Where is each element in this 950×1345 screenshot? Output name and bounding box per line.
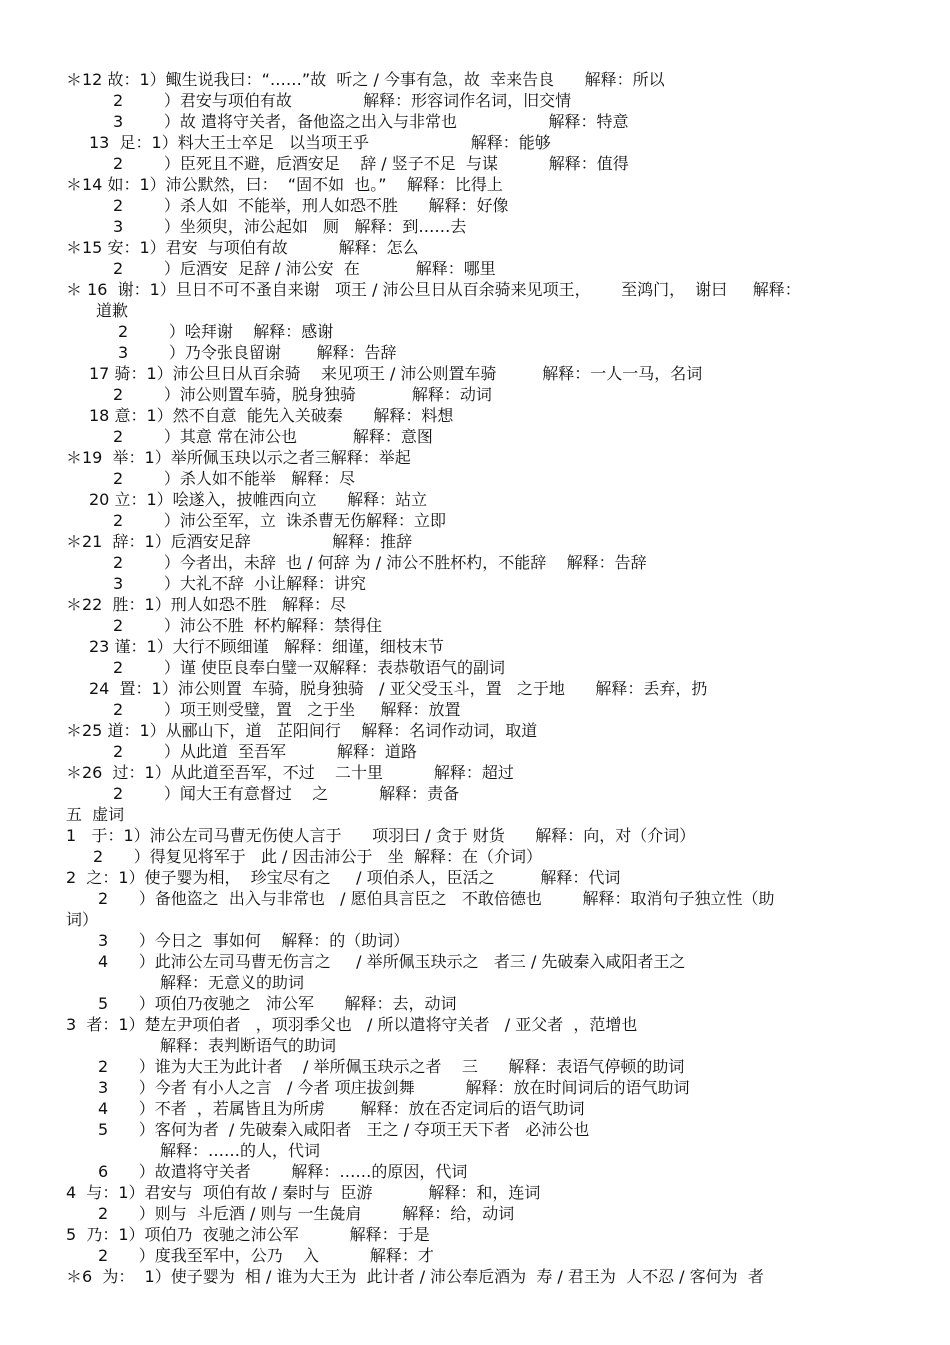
text-line: 2 ）杀人如 不能举，刑人如恐不胜 解释：好像 [113, 196, 509, 215]
text-line: 3 ）故 遣将守关者，备他盗之出入与非常也 解释：特意 [113, 112, 629, 131]
text-line: 23 谨：1）大行不顾细谨 解释：细谨，细枝末节 [89, 637, 444, 656]
text-line: 24 置：1）沛公则置 车骑，脱身独骑 / 亚父受玉斗，置 之于地 解释：丢弃，扔 [89, 679, 708, 698]
text-line: 词） [66, 910, 99, 929]
text-line: 2 ）杀人如不能举 解释：尽 [113, 469, 356, 488]
text-line: 4 ）不者 ，若属皆且为所虏 解释：放在否定词后的语气助词 [98, 1099, 585, 1118]
text-line: 2 ）臣死且不避，卮酒安足 辞 / 竖子不足 与谋 解释：值得 [113, 154, 629, 173]
text-line: 3 ）乃令张良留谢 解释：告辞 [118, 343, 397, 362]
text-line: 17 骑：1）沛公旦日从百余骑 来见项王 / 沛公则置车骑 解释：一人一马，名词 [89, 364, 703, 383]
text-line: 解释：表判断语气的助词 [160, 1036, 337, 1055]
text-line: 2 之：1）使子婴为相， 珍宝尽有之 / 项伯杀人，臣活之 解释：代词 [66, 868, 621, 887]
text-line: 解释：……的人，代词 [160, 1141, 321, 1160]
text-line: 2 ）卮酒安 足辞 / 沛公安 在 解释：哪里 [113, 259, 496, 278]
text-line: 2 ）今者出，未辞 也 / 何辞 为 / 沛公不胜杯杓，不能辞 解释：告辞 [113, 553, 647, 572]
text-line: ＊26 过：1）从此道至吾军，不过 二十里 解释：超过 [66, 763, 514, 782]
text-line: 2 ）从此道 至吾军 解释：道路 [113, 742, 417, 761]
text-line: 2 ）谁为大王为此计者 / 举所佩玉玦示之者 三 解释：表语气停顿的助词 [98, 1057, 685, 1076]
text-line: ＊25 道：1）从郦山下，道 芷阳间行 解释：名词作动词，取道 [66, 721, 538, 740]
text-line: 4 ）此沛公左司马曹无伤言之 / 举所佩玉玦示之 者三 / 先破秦入咸阳者王之 [98, 952, 686, 971]
text-line: 2 ）则与 斗卮酒 / 则与 一生彘肩 解释：给，动词 [98, 1204, 515, 1223]
text-line: 3 ）坐须臾，沛公起如 厕 解释：到……去 [113, 217, 467, 236]
text-line: 13 足：1）料大王士卒足 以当项王乎 解释：能够 [89, 133, 551, 152]
text-line: ＊14 如：1）沛公默然，曰： “固不如 也。” 解释：比得上 [66, 175, 503, 194]
text-line: 5 ）客何为者 / 先破秦入咸阳者 王之 / 夺项王天下者 必沛公也 [98, 1120, 590, 1139]
text-line: 18 意：1）然不自意 能先入关破秦 解释：料想 [89, 406, 454, 425]
text-line: 2 ）得复见将军于 此 / 因击沛公于 坐 解释：在（介词） [93, 847, 542, 866]
text-line: 2 ）哙拜谢 解释：感谢 [118, 322, 334, 341]
text-line: 1 于：1）沛公左司马曹无伤使人言于 项羽曰 / 贪于 财货 解释：向，对（介词） [66, 826, 696, 845]
text-line: 5 乃：1）项伯乃 夜驰之沛公军 解释：于是 [66, 1225, 430, 1244]
text-line: 3 ）今日之 事如何 解释：的（助词） [98, 931, 410, 950]
text-line: ＊6 为： 1）使子婴为 相 / 谁为大王为 此计者 / 沛公奉卮酒为 寿 / 君王为 人不忍 / 客何为 者 [66, 1267, 764, 1286]
text-line: 2 ）闻大王有意督过 之 解释：责备 [113, 784, 460, 803]
text-line: ＊12 故：1）鲰生说我曰：“……”故 听之 / 今事有急，故 幸来告良 解释：所以 [66, 70, 665, 89]
text-line: 3 者：1）楚左尹项伯者 ，项羽季父也 / 所以遣将守关者 / 亚父者 ，范增也 [66, 1015, 638, 1034]
text-line: 2 ）度我至军中，公乃 入 解释：才 [98, 1246, 434, 1265]
text-line: 20 立：1）哙遂入，披帷西向立 解释：站立 [89, 490, 428, 509]
text-line: 2 ）其意 常在沛公也 解释：意图 [113, 427, 433, 446]
text-line: 3 ）今者 有小人之言 / 今者 项庄拔剑舞 解释：放在时间词后的语气助词 [98, 1078, 690, 1097]
text-line: 5 ）项伯乃夜驰之 沛公军 解释：去，动词 [98, 994, 457, 1013]
text-line: 4 与：1）君安与 项伯有故 / 秦时与 臣游 解释：和，连词 [66, 1183, 541, 1202]
text-line: 3 ）大礼不辞 小让解释：讲究 [113, 574, 367, 593]
text-line: 道歉 [96, 301, 129, 320]
text-line: 解释：无意义的助词 [160, 973, 305, 992]
text-line: 2 ）君安与项伯有故 解释：形容词作名词，旧交情 [113, 91, 572, 110]
text-line: 6 ）故遣将守关者 解释：……的原因，代词 [98, 1162, 468, 1181]
text-line: 2 ）沛公不胜 杯杓解释：禁得住 [113, 616, 383, 635]
text-line: ＊19 举：1）举所佩玉玦以示之者三解释：举起 [66, 448, 411, 467]
text-line: ＊ 16 谢：1）旦日不可不蚤自来谢 项王 / 沛公旦日从百余骑来见项王， 至鸿门， 谢曰 解释： [66, 280, 801, 299]
text-line: 2 ）沛公至军，立 诛杀曹无伤解释：立即 [113, 511, 447, 530]
text-line: ＊22 胜：1）刑人如恐不胜 解释：尽 [66, 595, 346, 614]
text-line: 2 ）谨 使臣良奉白璧一双解释：表恭敬语气的副词 [113, 658, 505, 677]
text-line: 2 ）项王则受璧，置 之于坐 解释：放置 [113, 700, 461, 719]
text-line: 2 ）备他盗之 出入与非常也 / 愿伯具言臣之 不敢倍德也 解释：取消句子独立性（助 [98, 889, 775, 908]
text-line: ＊15 安：1）君安 与项伯有故 解释：怎么 [66, 238, 419, 257]
section-heading: 五 虚词 [66, 805, 125, 824]
text-line: ＊21 辞：1）卮酒安足辞 解释：推辞 [66, 532, 413, 551]
text-line: 2 ）沛公则置车骑，脱身独骑 解释：动词 [113, 385, 492, 404]
